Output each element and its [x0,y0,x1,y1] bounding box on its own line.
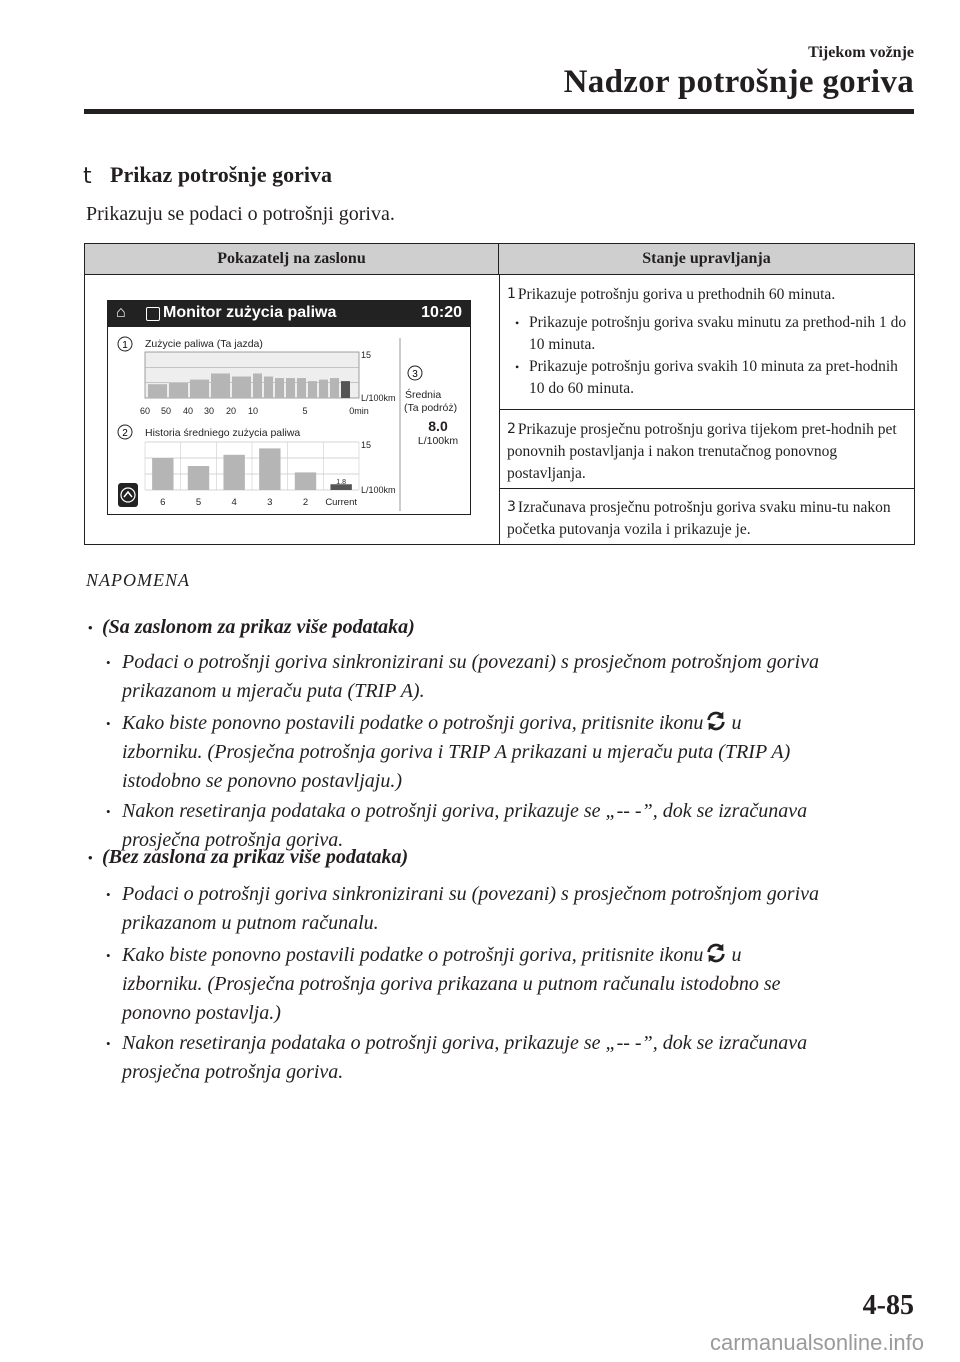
note-text: Podaci o potrošnji goriva sinkronizirani su (povezani) s prosječnom potrošnjom goriva [122,651,820,673]
fuel-monitor-screen [107,300,471,515]
graph2-xtick: 2 [302,497,309,508]
table-divider [499,275,500,545]
intro-text: Prikazuju se podaci o potrošnji goriva. [86,203,395,225]
row-text: Izračunava prosječnu potrošnju goriva svaku minu-tu nakon početka putovanja vozila i prikazuje je. [507,499,891,538]
table-row-1 [507,284,909,400]
callout-number: 1 [507,286,516,302]
graph2-label: Historia średniego zużycia paliwa [145,427,301,439]
note-text: izborniku. (Prosječna potrošnja goriva i TRIP A prikazani u mjeraču puta (TRIP A) [122,741,791,763]
avg-value: 8.0 [428,418,448,434]
note-text: Kako biste ponovno postavili podatke o potrošnji goriva, pritisnite ikonu [122,712,704,734]
screen-title: Monitor zużycia paliwa [163,304,337,321]
row-divider [500,488,915,489]
note-text: prikazanom u putnom računalu. [122,912,379,934]
note-text: izborniku. (Prosječna potrošnja goriva prikazana u putnom računalu istodobno se [122,973,781,995]
callout-number: 2 [507,421,516,437]
reset-icon [705,710,727,732]
graph2-xticks [160,497,357,508]
screen-title-bar [108,301,470,327]
note-text: ponovno postavlja.) [122,1002,281,1024]
section-heading: Prikaz potrošnje goriva [110,162,333,187]
note-text: Nakon resetiranja podataka o potrošnji goriva, prikazuje se „-- -”, dok se izračunava [122,1032,808,1054]
graph1-bar [148,384,167,398]
graph1-xtick: 50 [160,406,172,416]
table-header-indicator: Pokazatelj na zaslonu [85,244,499,275]
reset-icon [705,942,727,964]
graph1-xtick: 0min [349,406,369,416]
graph2-xtick: Current [325,497,358,508]
row-bullet: • Prikazuje potrošnju goriva svakih 10 minuta za pret-hodnih 10 do 60 minuta. [507,356,909,400]
page-number: 4-85 [862,1290,914,1321]
graph2-area [145,442,359,490]
graph1-area [145,352,359,398]
graph1-xtick: 10 [247,406,259,416]
bullet-dot: • [88,620,93,635]
graph1-xtick: 30 [203,406,215,416]
avg-label: Średnia [405,389,442,401]
note-group-text: (Bez zaslona za prikaz više podataka) [102,846,409,868]
bullet-dot: • [106,804,111,819]
header-rule [84,109,914,114]
row-text: Prikazuje potrošnju goriva u prethodnih 60 minuta. [517,286,836,303]
graph1-ymax: 15 [361,350,372,360]
row-divider [500,409,915,410]
bullet-dot: • [88,850,93,865]
note-heading: NAPOMENA [86,570,190,590]
graph1-label: Zużycie paliwa (Ta jazda) [145,338,263,350]
table-header-status: Stanje upravljanja [499,244,914,275]
graph1-bar [308,381,317,398]
graph1-bar [330,378,339,398]
graph1-bar [264,377,273,398]
bullet-dot: • [106,716,111,731]
graph2-bar [223,455,244,490]
note-text: u [731,712,742,734]
graph1-bar [169,383,188,398]
graph2-unit: L/100km [361,485,396,495]
graph1-xtick: 20 [225,406,237,416]
callout-2: 2 [122,428,128,439]
bullet-dot: • [106,948,111,963]
note-text: Podaci o potrošnji goriva sinkronizirani su (povezani) s prosječnom potrošnjom goriva [122,883,820,905]
note-text: prosječna potrošnja goriva. [122,829,344,851]
graph1-bar [341,381,350,398]
note-text: prosječna potrošnja goriva. [122,1061,344,1083]
note-text: Nakon resetiranja podataka o potrošnji goriva, prikazuje se „-- -”, dok se izračunava [122,800,808,822]
current-value-label: 1.8 [336,479,347,486]
graph2-bar [152,458,173,490]
watermark: carmanualsonline.info [709,1330,924,1355]
screen-time: 10:20 [421,304,462,321]
note-group-text: (Sa zaslonom za prikaz više podataka) [102,616,415,638]
page-title: Nadzor potrošnje goriva [563,64,914,100]
graph2-bar [188,466,209,490]
graph1-xticks [140,406,369,416]
graph1-bar [286,378,295,398]
graph1-bar [211,373,230,398]
note-text: prikazanom u mjeraču puta (TRIP A). [122,680,425,702]
graph2-bar [295,472,316,490]
graph1-bar [275,378,284,398]
bullet-dot: • [106,887,111,902]
bullet-dot: • [106,655,111,670]
graph2-xtick: 6 [160,497,166,508]
bullet-dot: • [106,1036,111,1051]
graph2-xtick: 4 [231,497,237,508]
graph1-xtick: 40 [182,406,194,416]
avg-sublabel: (Ta podróż) [404,402,458,414]
graph2-xtick: 3 [267,497,273,508]
fuel-graphs [108,328,470,515]
note-text: istodobno se ponovno postavljaju.) [122,770,402,792]
note-text: u [731,944,742,966]
callout-3: 3 [412,369,418,380]
section-label: Tijekom vožnje [808,44,914,61]
graph1-bar [253,373,262,398]
graph1-bar [319,380,328,398]
graph2-bar [259,448,280,490]
section-marker: t [83,164,92,189]
avg-unit: L/100km [417,435,459,447]
graph1-xtick: 5 [302,406,308,416]
home-icon: ⌂ [116,304,126,321]
graph1-xtick: 60 [139,406,151,416]
callout-number: 3 [507,499,516,515]
row-text: Prikazuje prosječnu potrošnju goriva tijekom pret-hodnih pet ponovnih postavljanja i nakon trenutačnog ponovnog postavljanja. [507,421,897,482]
callout-1: 1 [122,340,128,351]
row-bullet: • Prikazuje potrošnju goriva svaku minutu za prethod-nih 1 do 10 minuta. [507,312,909,356]
graph1-bar [232,377,251,398]
graph1-bar [297,378,306,398]
note-text: Kako biste ponovno postavili podatke o potrošnji goriva, pritisnite ikonu [122,944,704,966]
app-icon [146,307,160,321]
graph1-bar [190,380,209,398]
table-row-3 [507,497,909,541]
graph2-xtick: 5 [195,497,202,508]
table-row-2 [507,419,909,485]
graph2-ymax: 15 [361,440,372,450]
graph1-unit: L/100km [361,393,396,403]
